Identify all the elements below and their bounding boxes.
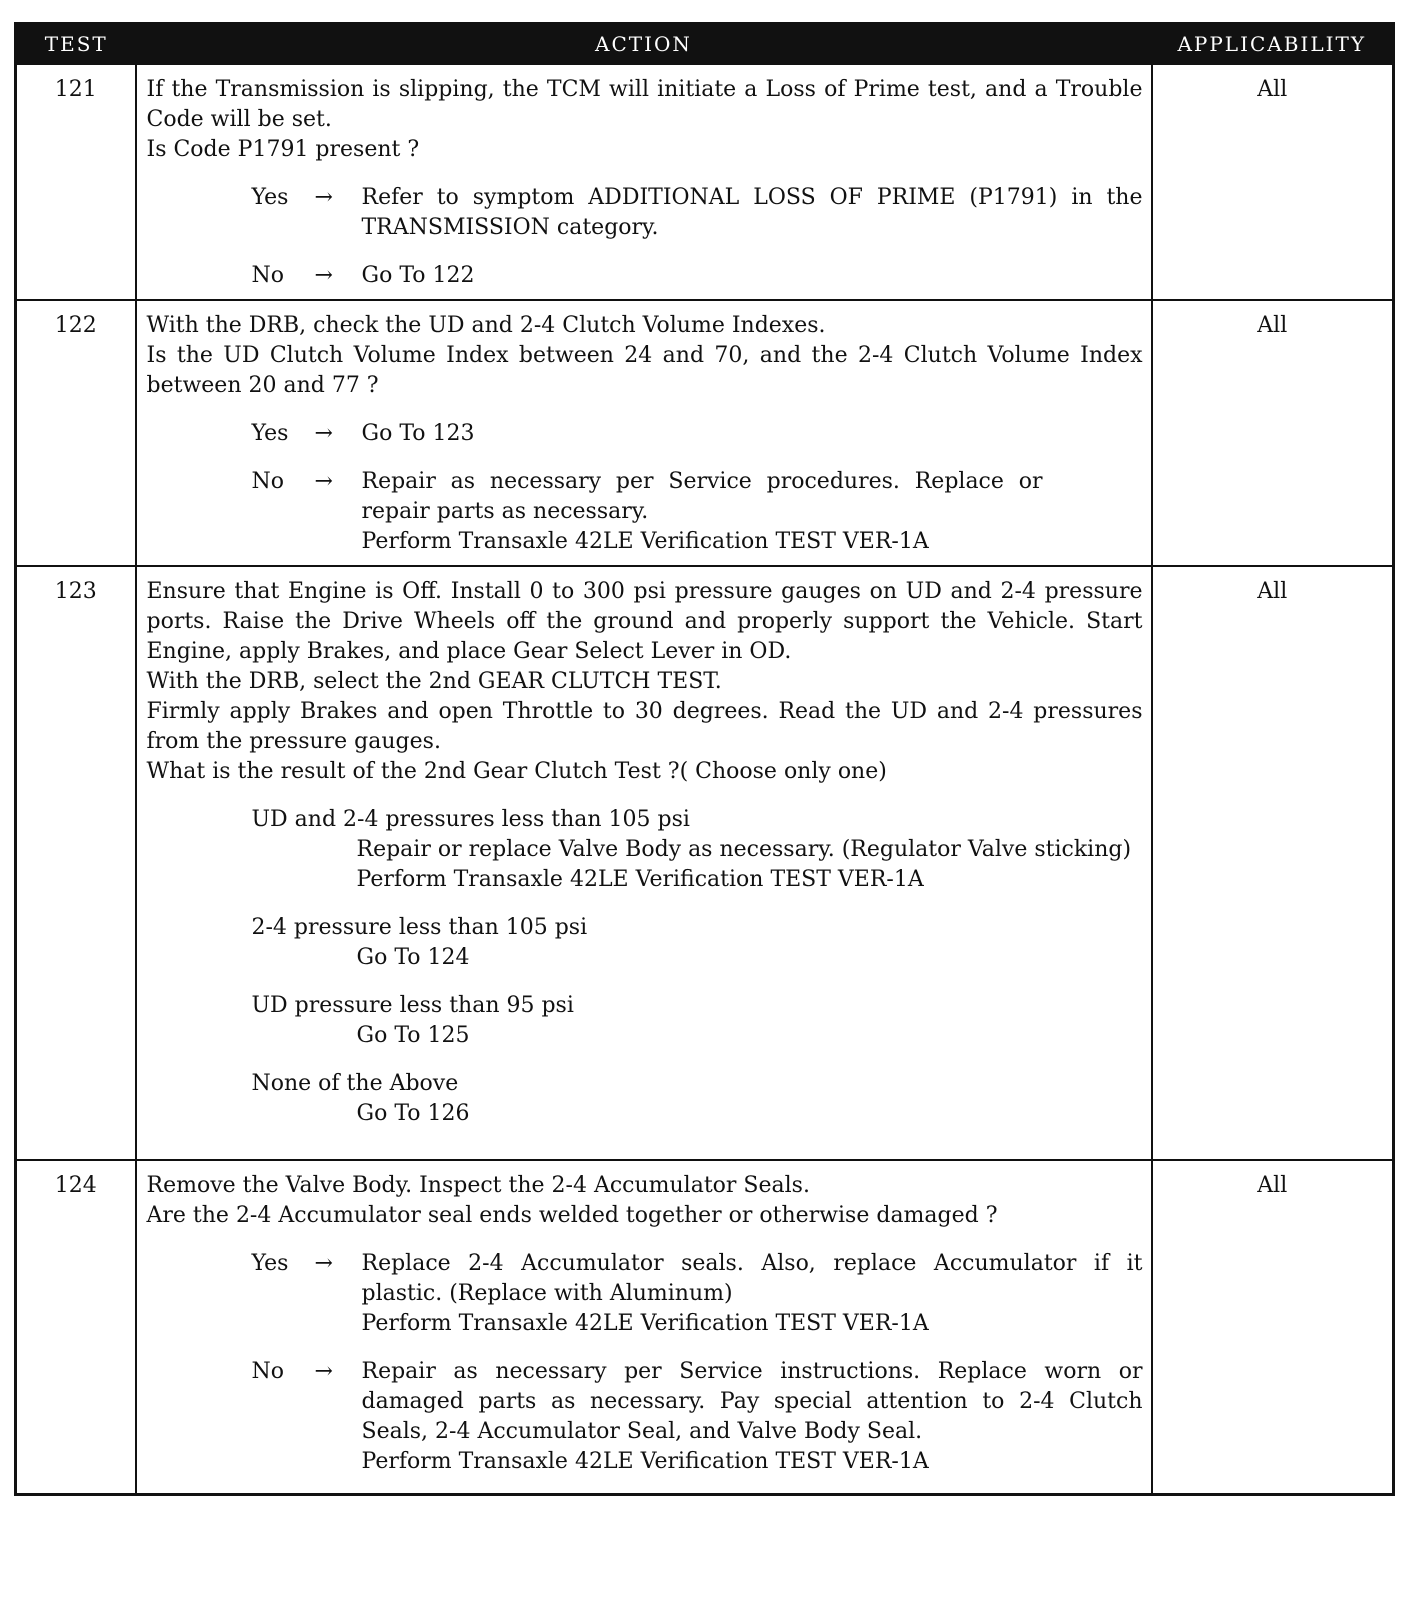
test-number: 121 bbox=[16, 64, 136, 300]
question-line: Is the UD Clutch Volume Index between 24 and 70, and the 2-4 Clutch Volume Index between 20 and 77 ? bbox=[146, 343, 1143, 398]
result-option bbox=[147, 991, 1143, 1051]
response-text: Perform Transaxle 42LE Verification TEST VER-1A bbox=[361, 1311, 929, 1336]
option-text: Go To 125 bbox=[356, 1023, 470, 1048]
question-line: What is the result of the 2nd Gear Clutch Test ?( Choose only one) bbox=[146, 759, 887, 784]
response-label: No bbox=[251, 263, 284, 288]
option-text: Perform Transaxle 42LE Verification TEST VER-1A bbox=[356, 867, 924, 892]
response-text: Replace 2-4 Accumulator seals. Also, replace Accumulator if it plastic. (Replace with Aluminum) bbox=[361, 1251, 1143, 1306]
response-yes bbox=[147, 419, 1143, 449]
arrow-icon: → bbox=[314, 421, 333, 446]
test-number: 124 bbox=[16, 1160, 136, 1494]
applicability-value: All bbox=[1152, 1160, 1394, 1494]
question-line: Remove the Valve Body. Inspect the 2-4 Accumulator Seals. bbox=[146, 1173, 810, 1198]
action-cell bbox=[136, 1160, 1152, 1494]
table-row bbox=[16, 1160, 1394, 1494]
result-option bbox=[147, 805, 1143, 895]
response-text: Perform Transaxle 42LE Verification TEST VER-1A bbox=[361, 1449, 929, 1474]
arrow-icon: → bbox=[314, 263, 333, 288]
response-text: Repair as necessary per Service instructions. Replace worn or damaged parts as necessary. Pay special attention to 2-4 Clutch Seals, 2-4 Accumulator Seal, and Valve Body Seal. bbox=[361, 1359, 1143, 1444]
table-row bbox=[16, 300, 1394, 566]
response-text: Refer to symptom ADDITIONAL LOSS OF PRIME (P1791) in the TRANSMISSION category. bbox=[361, 185, 1143, 240]
response-label: Yes bbox=[251, 185, 289, 210]
arrow-icon: → bbox=[314, 1359, 333, 1384]
action-cell bbox=[136, 566, 1152, 1160]
arrow-icon: → bbox=[314, 185, 333, 210]
applicability-value: All bbox=[1152, 566, 1394, 1160]
question-line: Firmly apply Brakes and open Throttle to 30 degrees. Read the UD and 2-4 pressures from the pressure gauges. bbox=[146, 699, 1143, 754]
question-line: Is Code P1791 present ? bbox=[146, 137, 420, 162]
applicability-value: All bbox=[1152, 300, 1394, 566]
test-number: 123 bbox=[16, 566, 136, 1160]
question-line: Ensure that Engine is Off. Install 0 to 300 psi pressure gauges on UD and 2-4 pressure ports. Raise the Drive Wheels off the ground and properly support the Vehicle. Start Engine, apply Brakes, and place Gear Select Lever in OD. bbox=[146, 579, 1143, 664]
table-row bbox=[16, 566, 1394, 1160]
response-text: Go To 122 bbox=[361, 263, 475, 288]
response-text: Repair as necessary per Service procedures. Replace or repair parts as necessary. bbox=[361, 469, 1043, 524]
header-action: ACTION bbox=[136, 24, 1152, 65]
option-label: UD and 2-4 pressures less than 105 psi bbox=[251, 807, 690, 832]
question-line: With the DRB, select the 2nd GEAR CLUTCH TEST. bbox=[146, 669, 722, 694]
response-label: No bbox=[251, 1359, 284, 1384]
option-label: None of the Above bbox=[251, 1071, 459, 1096]
test-number: 122 bbox=[16, 300, 136, 566]
option-text: Go To 124 bbox=[356, 945, 470, 970]
response-no bbox=[147, 467, 1143, 557]
response-yes bbox=[147, 183, 1143, 243]
header-applicability: APPLICABILITY bbox=[1152, 24, 1394, 65]
arrow-icon: → bbox=[314, 469, 333, 494]
response-no bbox=[147, 261, 1143, 291]
response-label: Yes bbox=[251, 421, 289, 446]
question-line: If the Transmission is slipping, the TCM will initiate a Loss of Prime test, and a Trouble Code will be set. bbox=[146, 77, 1143, 132]
option-text: Go To 126 bbox=[356, 1101, 470, 1126]
table-row bbox=[16, 64, 1394, 300]
response-label: Yes bbox=[251, 1251, 289, 1276]
option-label: UD pressure less than 95 psi bbox=[251, 993, 574, 1018]
response-text: Go To 123 bbox=[361, 421, 475, 446]
action-cell bbox=[136, 300, 1152, 566]
response-label: No bbox=[251, 469, 284, 494]
option-text: Repair or replace Valve Body as necessary. (Regulator Valve sticking) bbox=[356, 837, 1132, 862]
arrow-icon: → bbox=[314, 1251, 333, 1276]
option-label: 2-4 pressure less than 105 psi bbox=[251, 915, 588, 940]
response-yes bbox=[147, 1249, 1143, 1339]
result-option bbox=[147, 913, 1143, 973]
response-text: Perform Transaxle 42LE Verification TEST VER-1A bbox=[361, 529, 929, 554]
question-line: Are the 2-4 Accumulator seal ends welded together or otherwise damaged ? bbox=[146, 1203, 998, 1228]
applicability-value: All bbox=[1152, 64, 1394, 300]
result-option bbox=[147, 1069, 1143, 1129]
action-cell bbox=[136, 64, 1152, 300]
diagnostic-test-table bbox=[14, 22, 1395, 1496]
header-test: TEST bbox=[16, 24, 136, 65]
response-no bbox=[147, 1357, 1143, 1477]
question-line: With the DRB, check the UD and 2-4 Clutch Volume Indexes. bbox=[146, 313, 826, 338]
table-header-row bbox=[16, 24, 1394, 65]
